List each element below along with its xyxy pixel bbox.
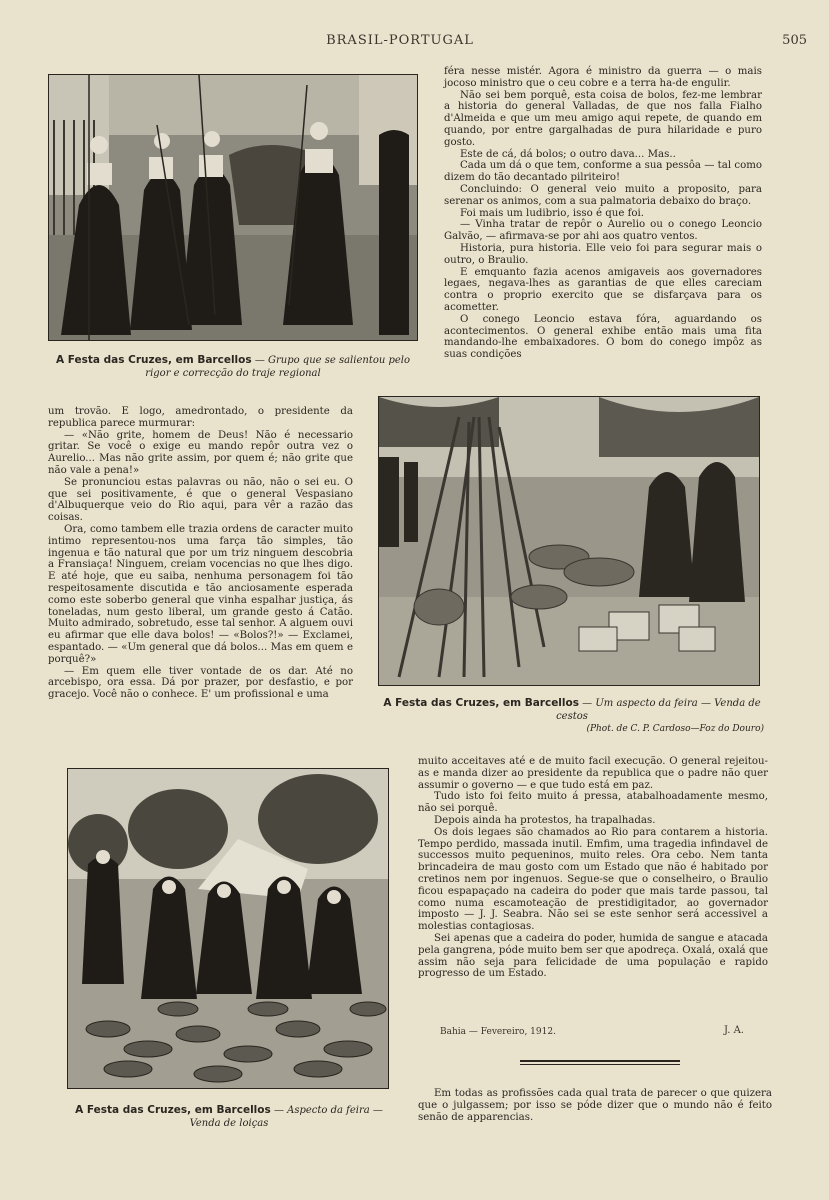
article-column-top-right: [444, 66, 762, 361]
paragraph: Ora, como tambem elle trazia ordens de caracter muito intimo representou-nos uma farça tão simples, tão ingenua e tão natural que por um triz ninguem descobria a Fransiaça! Ninguem, creiam vocencias no que lhes digo. E até hoje, que eu saiba, nenhuma personagem foi tão respeitosamente discutida e tão anciosamente esperada como este soberbo general que vinha espalhar justiça, ás toneladas, num gesto liberal, um grande gesto á Catão. Muito admirado, sobretudo, esse tal senhor. A alguem ouvi eu afirmar que elle dava bolos! — «Bolos?!» — Exclamei, espantado. — «Um general que dá bolos... Mas em quem e porquê?»: [48, 523, 353, 665]
running-header-title: BRASIL-PORTUGAL: [326, 33, 474, 48]
article-column-bottom-right: [418, 756, 768, 980]
photo2-caption-lead: A Festa das Cruzes, em Barcellos: [383, 697, 579, 709]
photo2-credit: (Phot. de C. P. Cardoso—Foz do Douro): [586, 724, 764, 734]
photo-group-regional-dress: [48, 74, 418, 341]
photo2-caption-description: — Um aspecto da feira — Venda de cestos: [556, 698, 761, 722]
paragraph: Não sei bem porquê, esta coisa de bolos, fez-me lembrar a historia do general Valladas, de que nos falla Fialho d'Almeida e que um meu amigo aqui repete, de quando em quando, por entre gargalhadas de pura hilaridade e puro gosto.: [444, 89, 762, 148]
photo-pottery-market: [67, 768, 389, 1089]
paragraph: muito acceitaves até e de muito facil execução. O general rejeitou-as e manda dizer ao presidente da republica que o padre não quer assumir o governo — e que tudo está em paz.: [418, 756, 768, 791]
aphorism-paragraph: [418, 1088, 772, 1123]
photo1-caption-lead: A Festa das Cruzes, em Barcellos: [55, 354, 252, 366]
article-signature: J. A.: [724, 1025, 744, 1036]
photo3-caption: [64, 1104, 394, 1130]
photo-pottery-market-image: [68, 769, 388, 1088]
paragraph: — «Não grite, homem de Deus! Não é necessario gritar. Se você o exige eu mando repôr outra vez o Aurelio... Mas não grite assim, por quem é; não grite que não vale a pena!»: [48, 429, 353, 476]
photo1-caption: [48, 354, 418, 380]
photo2-caption: [380, 697, 764, 736]
paragraph: — Vinha tratar de repôr o Aurelio ou o conego Leoncio Galvão, — afirmava-se por ahi aos quatro ventos.: [444, 219, 762, 243]
paragraph: Tudo isto foi feito muito á pressa, atabalhoadamente mesmo, não sei porquê.: [418, 791, 768, 815]
paragraph: Foi mais um ludibrio, isso é que foi.: [460, 207, 645, 219]
paragraph: Os dois legaes são chamados ao Rio para contarem a historia. Tempo perdido, massada inutil. Emfim, uma tragedia infindavel de successos muito pequeninos, muito reles. Ora cebo. Nem tanta brincadeira de mau gosto com um Estado que não é habitado por cretinos nem por ingenuos. Segue-se que o conselheiro, o Braulio ficou espapaçado na cadeira do poder que mais tarde passou, tal como numa escamoteação de prestidigitador, ao governador imposto — J. J. Seabra. Não sei se este senhor será accessivel a molestias contagiosas.: [418, 826, 768, 933]
paragraph: O conego Leoncio estava fóra, aguardando os acontecimentos. O general exhibe então mais uma fita mandando-lhe embaixadores. O bom do conego impôz as suas condições: [444, 313, 762, 361]
aphorism-text: Em todas as profissões cada qual trata de parecer o que quizera que o julgassem; por isso se póde dizer que o mundo não é feito senão de apparencias.: [418, 1088, 772, 1123]
paragraph: Cada um dá o que tem, conforme a sua pessôa — tal como dizem do tão decantado pilriteiro!: [444, 160, 762, 184]
article-dateline: Bahia — Fevereiro, 1912.: [440, 1027, 556, 1037]
paragraph: féra nesse mistér. Agora é ministro da guerra — o mais jocoso ministro que o ceu cobre e a terra ha-de engulir.: [444, 66, 762, 89]
section-divider: [520, 1060, 680, 1062]
paragraph: Este de cá, dá bolos; o outro dava... Mas..: [460, 148, 676, 160]
paragraph: Sei apenas que a cadeira do poder, humida de sangue e atacada pela gangrena, póde muito bem ser que apodreça. Oxalá, oxalá que assim não seja para felicidade de uma população e rapido progresso de um Estado.: [418, 932, 768, 980]
paragraph: Se pronunciou estas palavras ou não, não o sei eu. O que sei positivamente, é que o general Vespasiano d'Albuquerque veio do Rio aqui, para vêr a razão das coisas.: [48, 476, 353, 524]
paragraph: Depois ainda ha protestos, ha trapalhadas.: [434, 814, 656, 826]
photo3-caption-description: — Aspecto da feira — Venda de loiças: [189, 1105, 383, 1129]
page-number: 505: [782, 33, 807, 48]
photo-basket-market: [378, 396, 760, 686]
paragraph: Concluindo: O general veio muito a proposito, para serenar os animos, com a sua palmatoria debaixo do braço.: [444, 183, 762, 207]
photo3-caption-lead: A Festa das Cruzes, em Barcellos: [75, 1104, 271, 1116]
photo1-caption-description: — Grupo que se salientou pelo rigor e correcção do traje regional: [145, 355, 411, 379]
section-divider-thin: [520, 1064, 680, 1065]
paragraph: um trovão. E logo, amedrontado, o presidente da republica parece murmurar:: [48, 406, 353, 429]
photo-group-regional-dress-image: [49, 75, 417, 340]
paragraph: Historia, pura historia. Elle veio foi para segurar mais o outro, o Braulio.: [444, 242, 762, 266]
paragraph: — Em quem elle tiver vontade de os dar. Até no arcebispo, ora essa. Dá por prazer, por desfastio, e por gracejo. Você não o conhece. E' um profissional e uma: [48, 665, 353, 701]
photo-basket-market-image: [379, 397, 759, 685]
article-column-mid-left: [48, 406, 353, 701]
paragraph: E emquanto fazia acenos amigaveis aos governadores legaes, negava-lhes as garantias de que elles careciam contra o proprio exercito que se disfarçava para os acometter.: [444, 266, 762, 313]
